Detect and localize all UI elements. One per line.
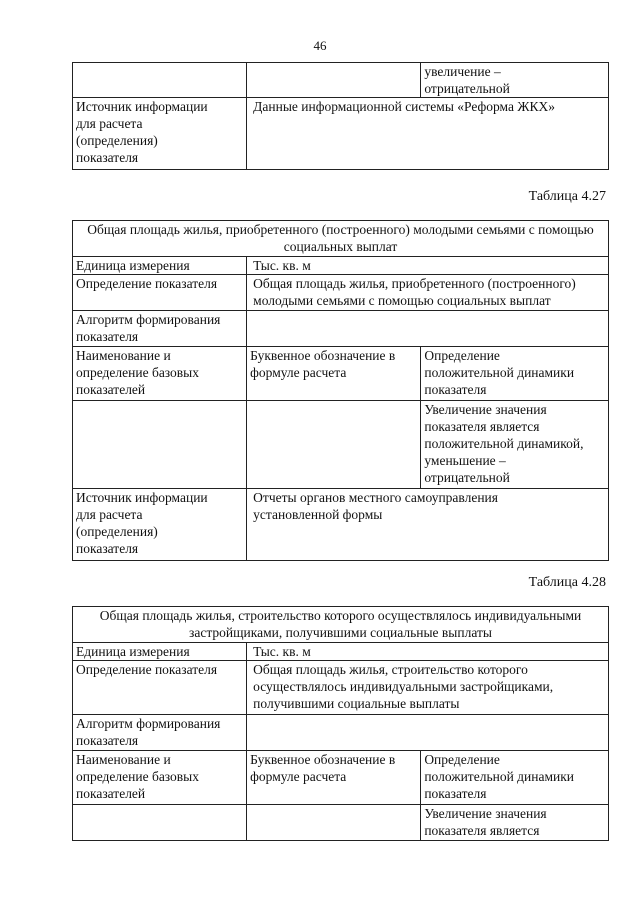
source-value: Данные информационной системы «Реформа ЖКХ» — [247, 98, 609, 170]
dynamics-label: Определение положительной динамики показателя — [421, 751, 609, 805]
table-caption-4-28: Таблица 4.28 — [528, 575, 606, 590]
unit-value: Тыс. кв. м — [247, 643, 609, 661]
unit-label: Единица измерения — [73, 257, 247, 275]
table-cell — [247, 63, 421, 98]
algorithm-value — [247, 715, 609, 751]
algorithm-label: Алгоритм формирования показателя — [73, 311, 247, 347]
dynamics-value: Увеличение значения показателя является — [421, 805, 609, 841]
page-number: 46 — [313, 38, 327, 53]
dynamics-label: Определение положительной динамики показателя — [421, 347, 609, 401]
base-indicators-label: Наименование и определение базовых показателей — [73, 347, 247, 401]
table-cell: увеличение – отрицательной — [421, 63, 609, 98]
unit-value: Тыс. кв. м — [247, 257, 609, 275]
table-continuation — [72, 62, 609, 170]
table-cell — [73, 401, 247, 489]
source-value: Отчеты органов местного самоуправления установленной формы — [247, 489, 609, 561]
table-cell — [73, 63, 247, 98]
table-4-27 — [72, 220, 609, 561]
algorithm-value — [247, 311, 609, 347]
definition-label: Определение показателя — [73, 661, 247, 715]
algorithm-label: Алгоритм формирования показателя — [73, 715, 247, 751]
source-label: Источник информации для расчета (определения) показателя — [73, 98, 247, 170]
source-label: Источник информации для расчета (определения) показателя — [73, 489, 247, 561]
definition-value: Общая площадь жилья, приобретенного (построенного) молодыми семьями с помощью социальных выплат — [247, 275, 609, 311]
dynamics-value: Увеличение значения показателя является положительной динамикой, уменьшение – отрицательной — [421, 401, 609, 489]
letter-designation-label: Буквенное обозначение в формуле расчета — [247, 347, 421, 401]
table-cell — [247, 805, 421, 841]
table-title: Общая площадь жилья, строительство которого осуществлялось индивидуальными застройщиками, получившими социальные выплаты — [73, 607, 609, 643]
base-indicators-label: Наименование и определение базовых показателей — [73, 751, 247, 805]
table-caption-4-27: Таблица 4.27 — [528, 189, 606, 204]
unit-label: Единица измерения — [73, 643, 247, 661]
table-title: Общая площадь жилья, приобретенного (построенного) молодыми семьями с помощью социальных выплат — [73, 221, 609, 257]
definition-value: Общая площадь жилья, строительство которого осуществлялось индивидуальными застройщиками, получившими социальные выплаты — [247, 661, 609, 715]
table-cell — [73, 805, 247, 841]
table-4-28 — [72, 606, 609, 841]
definition-label: Определение показателя — [73, 275, 247, 311]
letter-designation-label: Буквенное обозначение в формуле расчета — [247, 751, 421, 805]
table-cell — [247, 401, 421, 489]
